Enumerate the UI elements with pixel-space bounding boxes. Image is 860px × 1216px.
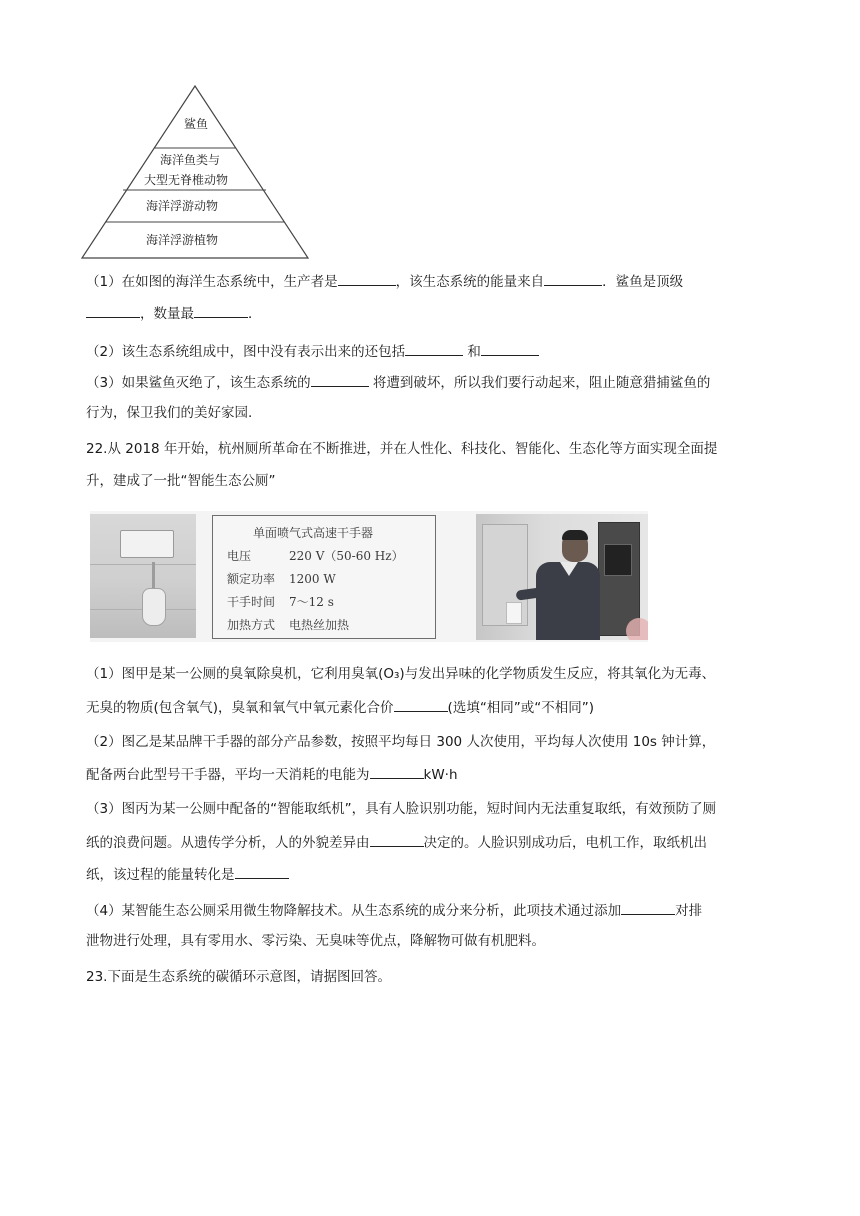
q22-part3-line1: （3）图丙为某一公厕中配备的“智能取纸机”，具有人脸识别功能，短时间内无法重复取纸，有效预防了厕 <box>86 801 717 817</box>
q21-part3-line2: 行为，保卫我们的美好家园. <box>86 405 253 421</box>
pyramid-level-fish-line1: 海洋鱼类与 <box>160 153 221 167</box>
tissue-paper <box>506 602 522 624</box>
q21-part2: （2）该生态系统组成中，图中没有表示出来的还包括 和 <box>86 341 539 361</box>
q21-blank-energy-source[interactable] <box>544 271 602 286</box>
q22-part3-line2: 纸的浪费问题。从遗传学分析，人的外貌差异由 决定的。人脸识别成功后，电机工作，取纸机出 <box>86 832 707 852</box>
deodorizer-device <box>120 530 174 558</box>
spec-row-dry-time: 干手时间 7～12 s <box>227 595 334 609</box>
figure-b-hand-dryer-specs <box>212 515 436 639</box>
q22-part4-line1: （4）某智能生态公厕采用微生物降解技术。从生态系统的成分来分析，此项技术通过添加 对排 <box>86 900 702 920</box>
q21-part3-line1: （3）如果鲨鱼灭绝了，该生态系统的 将遭到破坏，所以我们要行动起来，阻止随意猎捕鲨鱼的 <box>86 372 710 392</box>
q22-part3-line3: 纸，该过程的能量转化是 <box>86 864 289 884</box>
q22-part2-line2: 配备两台此型号干手器，平均一天消耗的电能为 kW·h <box>86 764 458 784</box>
spec-row-voltage: 电压 220 V（50-60 Hz） <box>227 549 404 563</box>
q21-blank-stability[interactable] <box>311 372 369 387</box>
q22-part4-line2: 泄物进行处理，具有零用水、零污染、无臭味等优点，降解物可做有机肥料。 <box>86 933 545 949</box>
face-recognition-screen <box>604 544 632 576</box>
q22-blank-energy[interactable] <box>370 764 424 779</box>
pyramid-level-shark: 鲨鱼 <box>184 117 209 131</box>
pyramid-svg <box>80 84 310 262</box>
q22-intro-line1: 22.从 2018 年开始，杭州厕所革命在不断推进，并在人性化、科技化、智能化、生态化等方面实现全面提 <box>86 441 718 457</box>
q21-blank-top-level[interactable] <box>86 303 140 318</box>
pyramid-level-zooplankton: 海洋浮游动物 <box>146 199 219 213</box>
q21-blank-component-a[interactable] <box>405 341 463 356</box>
figure-a-deodorizer-photo <box>90 514 196 638</box>
energy-pyramid-diagram <box>80 84 310 262</box>
q21-blank-quantity[interactable] <box>194 303 248 318</box>
pyramid-level-fish-line2: 大型无脊椎动物 <box>144 173 229 187</box>
q22-part1-line2: 无臭的物质(包含氧气)，臭氧和氧气中氧元素化合价 (选填“相同”或“不相同”) <box>86 697 594 717</box>
spec-row-power: 额定功率 1200 W <box>227 572 336 586</box>
q22-blank-valence[interactable] <box>394 697 448 712</box>
q22-part1-line1: （1）图甲是某一公厕的臭氧除臭机，它利用臭氧(O₃)与发出异味的化学物质发生反应，将其氧化为无毒、 <box>86 666 716 682</box>
q23-intro: 23.下面是生态系统的碳循环示意图，请据图回答。 <box>86 969 391 985</box>
q22-intro-line2: 升，建成了一批“智能生态公厕” <box>86 473 276 489</box>
pyramid-level-phytoplankton: 海洋浮游植物 <box>146 233 219 247</box>
spec-row-heating: 加热方式 电热丝加热 <box>227 618 350 632</box>
q21-part1-line2: ，数量最 ． <box>86 303 262 323</box>
q22-figure-strip <box>90 511 648 642</box>
spec-title: 单面喷气式高速干手器 <box>253 526 374 540</box>
q22-blank-genetics[interactable] <box>370 832 424 847</box>
q21-blank-component-b[interactable] <box>481 341 539 356</box>
q21-blank-producer[interactable] <box>338 271 396 286</box>
q22-blank-decomposer[interactable] <box>621 900 675 915</box>
q22-blank-energy-conversion[interactable] <box>235 864 289 879</box>
q21-part1-line1: （1）在如图的海洋生态系统中，生产者是 ，该生态系统的能量来自 ．鲨鱼是顶级 <box>86 271 683 291</box>
urinal <box>142 588 166 626</box>
figure-c-paper-dispenser-photo <box>476 514 648 640</box>
q22-part2-line1: （2）图乙是某品牌干手器的部分产品参数，按照平均每日 300 人次使用，平均每人次使用 10s 钟计算， <box>86 734 716 750</box>
